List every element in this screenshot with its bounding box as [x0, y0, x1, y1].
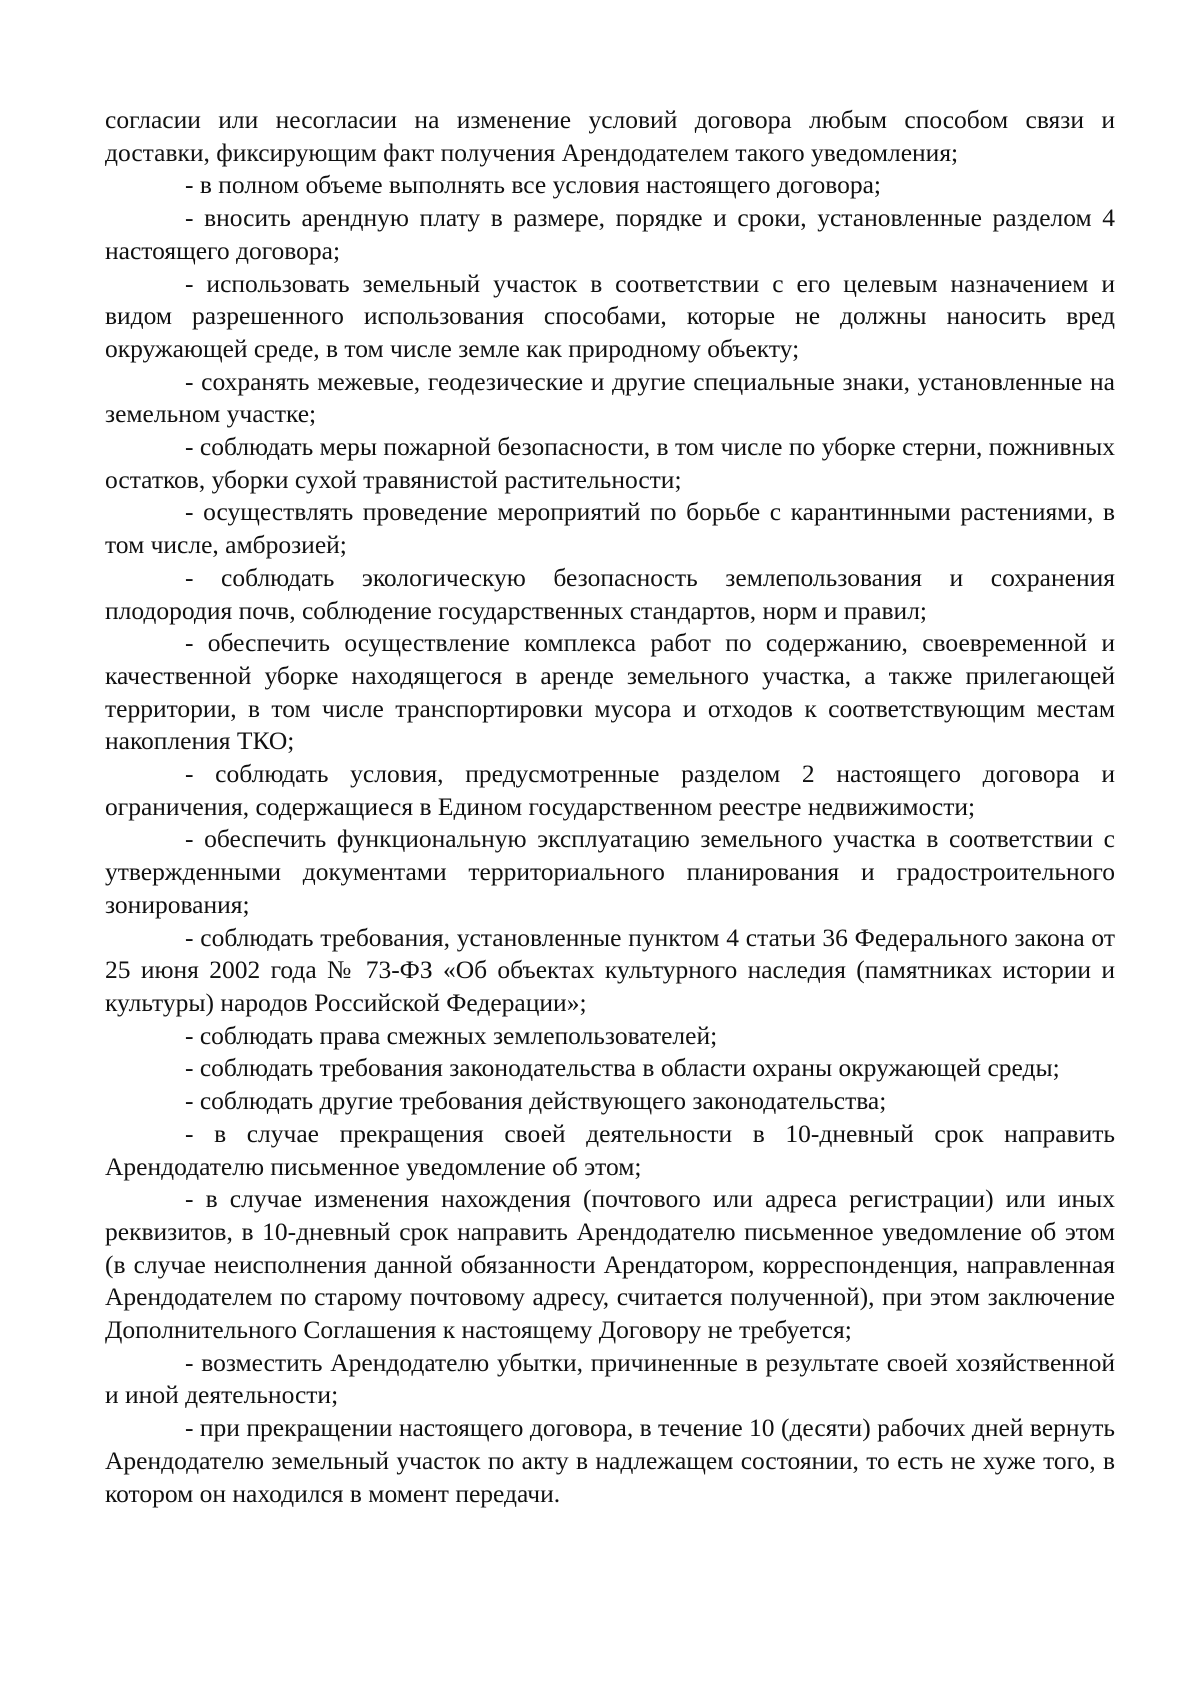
obligation-item: - обеспечить осуществление комплекса работ по содержанию, своевременной и качественной уборке находящегося в аренде земельного участка, а также прилегающей территории, в том числе транспортировки мусора и отходов к соответствующим местам накопления ТКО; — [105, 628, 1115, 756]
obligation-item: - сохранять межевые, геодезические и другие специальные знаки, установленные на земельном участке; — [105, 366, 1115, 429]
obligation-item: - использовать земельный участок в соответствии с его целевым назначением и видом разрешенного использования способами, которые не должны наносить вред окружающей среде, в том числе земле как природному объекту; — [105, 268, 1115, 363]
obligation-item: - возместить Арендодателю убытки, причиненные в результате своей хозяйственной и иной деятельности; — [105, 1347, 1115, 1410]
obligation-item: - соблюдать меры пожарной безопасности, в том числе по уборке стерни, пожнивных остатков, уборки сухой травянистой растительности; — [105, 432, 1115, 494]
obligation-item: - обеспечить функциональную эксплуатацию земельного участка в соответствии с утвержденными документами территориального планирования и градостроительного зонирования; — [105, 824, 1115, 919]
obligation-item: - соблюдать права смежных землепользователей; — [185, 1020, 718, 1050]
obligation-item: - в случае прекращения своей деятельности в 10-дневный срок направить Арендодателю письменное уведомление об этом; — [105, 1118, 1115, 1181]
obligation-item: - осуществлять проведение мероприятий по борьбе с карантинными растениями, в том числе, амброзией; — [105, 497, 1115, 560]
obligation-item: - соблюдать другие требования действующего законодательства; — [185, 1086, 887, 1116]
obligation-item: - соблюдать экологическую безопасность землепользования и сохранения плодородия почв, соблюдение государственных стандартов, норм и правил; — [105, 562, 1115, 625]
obligation-item: - соблюдать условия, предусмотренные разделом 2 настоящего договора и ограничения, содержащиеся в Едином государственном реестре недвижимости; — [105, 759, 1115, 821]
paragraph-continuation: согласии или несогласии на изменение условий договора любым способом связи и доставки, фиксирующим факт получения Арендодателем такого уведомления; — [105, 105, 1115, 167]
document-body — [105, 104, 1115, 1510]
obligation-item: - в полном объеме выполнять все условия настоящего договора; — [185, 170, 881, 200]
obligation-item: - при прекращении настоящего договора, в течение 10 (десяти) рабочих дней вернуть Арендодателю земельный участок по акту в надлежащем состоянии, то есть не хуже того, в котором он находился в момент передачи. — [105, 1413, 1115, 1508]
obligation-item: - в случае изменения нахождения (почтового или адреса регистрации) или иных реквизитов, в 10-дневный срок направить Арендодателю письменное уведомление об этом (в случае неисполнения данной обязанности Арендатором, корреспонденция, направленная Арендодателем по старому почтовому адресу, считается полученной), при этом заключение Дополнительного Соглашения к настоящему Договору не требуется; — [105, 1184, 1115, 1345]
obligation-item: - вносить арендную плату в размере, порядке и сроки, установленные разделом 4 настоящего договора; — [105, 203, 1115, 265]
obligation-item: - соблюдать требования законодательства в области охраны окружающей среды; — [185, 1053, 1060, 1083]
obligation-item: - соблюдать требования, установленные пунктом 4 статьи 36 Федерального закона от 25 июня 2002 года № 73-ФЗ «Об объектах культурного наследия (памятниках истории и культуры) народов Российской Федерации»; — [105, 922, 1115, 1017]
